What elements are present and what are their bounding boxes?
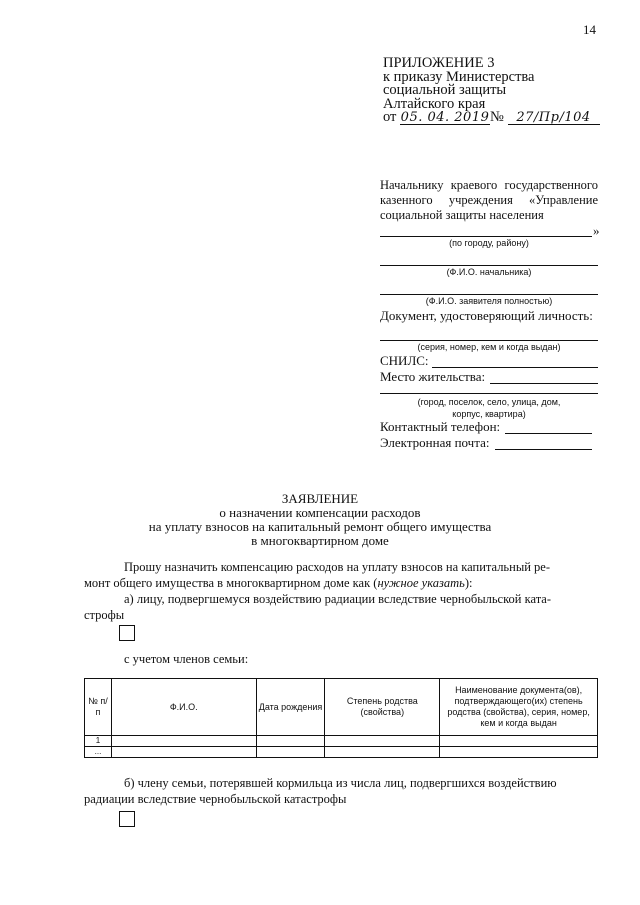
option-a-checkbox[interactable] [119, 625, 135, 641]
option-a-line-1: а) лицу, подвергшемуся воздействию радиации вследствие чернобыльской ката- [124, 592, 552, 606]
header-number: № п/п [85, 679, 112, 736]
statement-line-1: о назначении компенсации расходов [219, 505, 421, 520]
table-cell[interactable] [325, 747, 440, 758]
header-relation: Степень родства (свойства) [325, 679, 440, 736]
page-number: 14 [583, 22, 596, 37]
header-document: Наименование документа(ов), подтверждающего(их) степень родства (свойства), серия, номер, кем и когда выдан [440, 679, 598, 736]
phone-line[interactable] [505, 433, 592, 434]
date-prefix: от [383, 109, 397, 125]
table-cell[interactable] [440, 736, 598, 747]
appendix-line-3: Алтайского края [383, 95, 486, 112]
applicant-name-line[interactable] [380, 294, 598, 295]
handwritten-number: 27/Пр/104 [508, 111, 600, 125]
handwritten-date: 05. 04. 2019 [400, 110, 490, 125]
residence-caption-2: корпус, квартира) [452, 409, 526, 419]
appendix-line-2: социальной защиты [383, 82, 507, 98]
request-line-2 [84, 575, 472, 591]
closing-quote: » [593, 223, 600, 238]
appendix-block [383, 57, 600, 125]
option-b-line-2: радиации вследствие чернобыльской катастрофы [84, 792, 347, 806]
request-line-2-suffix: ): [464, 576, 473, 590]
table-cell[interactable] [111, 736, 256, 747]
header-fio: Ф.И.О. [111, 679, 256, 736]
option-b-checkbox[interactable] [119, 811, 135, 827]
head-name-line[interactable] [380, 265, 598, 266]
phone-label: Контактный телефон: [380, 419, 501, 434]
with-family-label: с учетом членов семьи: [124, 652, 249, 666]
number-prefix: № [490, 109, 504, 125]
table-cell[interactable] [256, 736, 325, 747]
city-caption: (по городу, району) [449, 238, 529, 248]
city-line[interactable] [380, 236, 592, 237]
head-caption: (Ф.И.О. начальника) [446, 267, 532, 277]
table-header-row [85, 679, 598, 736]
statement-line-3: в многоквартирном доме [251, 533, 389, 548]
snils-line[interactable] [432, 367, 598, 368]
table-cell[interactable] [325, 736, 440, 747]
residence-line-2[interactable] [380, 393, 598, 394]
id-document-line[interactable] [380, 340, 598, 341]
appendix-line-1: к приказу Министерства [383, 68, 535, 85]
appendix-title: ПРИЛОЖЕНИЕ 3 [383, 55, 495, 71]
table-row [85, 747, 598, 758]
id-document-caption: (серия, номер, кем и когда выдан) [417, 342, 561, 352]
header-birth-date: Дата рождения [256, 679, 325, 736]
table-cell[interactable] [440, 747, 598, 758]
table-cell[interactable] [256, 747, 325, 758]
table-cell[interactable] [111, 747, 256, 758]
residence-line-1[interactable] [490, 383, 598, 384]
option-a-line-2: строфы [84, 608, 125, 622]
email-label: Электронная почта: [380, 435, 490, 450]
snils-label: СНИЛС: [380, 353, 429, 368]
request-line-2-italic: нужное указать [377, 576, 465, 590]
family-members-table [84, 678, 598, 758]
table-cell: ... [85, 747, 112, 758]
email-line[interactable] [495, 449, 592, 450]
table-row [85, 736, 598, 747]
statement-heading: ЗАЯВЛЕНИЕ [281, 491, 359, 506]
addressee-text: Начальнику краевого государственного казенного учреждения «Управление социальной защиты населения [380, 178, 598, 222]
applicant-caption: (Ф.И.О. заявителя полностью) [425, 296, 553, 306]
option-b-line-1: б) члену семьи, потерявшей кормильца из числа лиц, подвергшихся воздействию [124, 776, 557, 790]
id-document-label: Документ, удостоверяющий личность: [380, 308, 593, 323]
residence-label: Место жительства: [380, 369, 486, 384]
statement-line-2: на уплату взносов на капитальный ремонт общего имущества [148, 519, 492, 534]
request-line-2-prefix: монт общего имущества в многоквартирном доме как ( [84, 576, 378, 590]
appendix-date-line [383, 111, 600, 125]
residence-caption-1: (город, поселок, село, улица, дом, [417, 397, 561, 407]
table-cell: 1 [85, 736, 112, 747]
request-line-1: Прошу назначить компенсацию расходов на уплату взносов на капитальный ре- [124, 560, 551, 574]
